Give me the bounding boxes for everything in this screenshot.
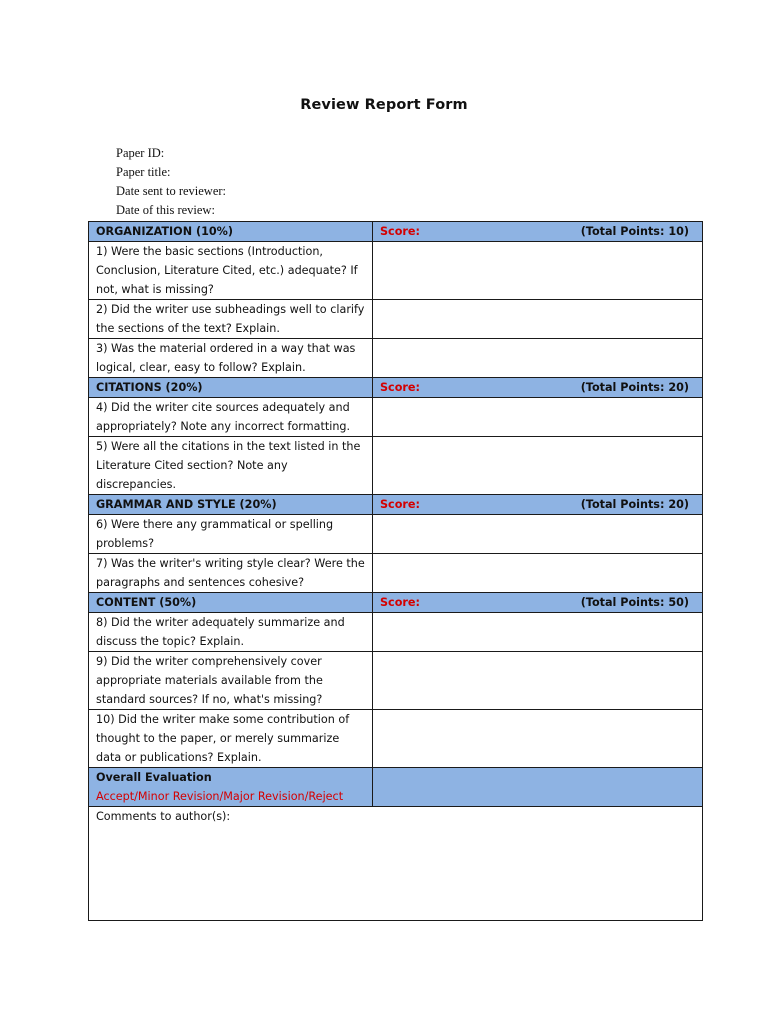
- question-row: [89, 710, 703, 768]
- question-text: 2) Did the writer use subheadings well to clarify the sections of the text? Explain.: [89, 300, 373, 339]
- question-row: [89, 554, 703, 593]
- overall-evaluation-row: [89, 768, 703, 807]
- section-header-organization: [89, 222, 703, 242]
- answer-cell[interactable]: [373, 398, 703, 437]
- question-row: [89, 437, 703, 495]
- overall-evaluation-answer[interactable]: [373, 768, 703, 807]
- overall-evaluation-options: Accept/Minor Revision/Major Revision/Reject: [96, 790, 344, 803]
- question-row: [89, 300, 703, 339]
- total-points: (Total Points: 10): [580, 225, 689, 238]
- question-text: 3) Was the material ordered in a way that was logical, clear, easy to follow? Explain.: [89, 339, 373, 378]
- answer-cell[interactable]: [373, 652, 703, 710]
- section-label: CITATIONS (20%): [89, 378, 373, 398]
- comments-cell[interactable]: [89, 807, 703, 921]
- overall-evaluation-cell: [89, 768, 373, 807]
- question-text: 8) Did the writer adequately summarize and discuss the topic? Explain.: [89, 613, 373, 652]
- answer-cell[interactable]: [373, 437, 703, 495]
- question-row: [89, 652, 703, 710]
- score-label: Score:: [380, 498, 420, 511]
- paper-id-label: Paper ID:: [116, 146, 165, 160]
- question-text: 10) Did the writer make some contribution of thought to the paper, or merely summarize data or publications? Explain.: [89, 710, 373, 768]
- total-points: (Total Points: 50): [580, 596, 689, 609]
- question-row: [89, 515, 703, 554]
- paper-title-label: Paper title:: [116, 165, 171, 179]
- section-header-content: [89, 593, 703, 613]
- score-label: Score:: [380, 225, 420, 238]
- question-text: 5) Were all the citations in the text listed in the Literature Cited section? Note any discrepancies.: [89, 437, 373, 495]
- page-title: Review Report Form: [300, 97, 468, 113]
- score-cell[interactable]: [373, 495, 703, 515]
- answer-cell[interactable]: [373, 300, 703, 339]
- total-points: (Total Points: 20): [580, 381, 689, 394]
- review-table: [88, 221, 703, 921]
- question-text: 1) Were the basic sections (Introduction, Conclusion, Literature Cited, etc.) adequate? If not, what is missing?: [89, 242, 373, 300]
- comments-label: Comments to author(s):: [96, 810, 231, 823]
- section-label: GRAMMAR AND STYLE (20%): [89, 495, 373, 515]
- score-cell[interactable]: [373, 593, 703, 613]
- question-row: [89, 613, 703, 652]
- total-points: (Total Points: 20): [580, 498, 689, 511]
- answer-cell[interactable]: [373, 554, 703, 593]
- question-text: 7) Was the writer's writing style clear? Were the paragraphs and sentences cohesive?: [89, 554, 373, 593]
- answer-cell[interactable]: [373, 242, 703, 300]
- section-label: CONTENT (50%): [89, 593, 373, 613]
- date-sent-label: Date sent to reviewer:: [116, 184, 227, 198]
- score-cell[interactable]: [373, 378, 703, 398]
- score-label: Score:: [380, 381, 420, 394]
- answer-cell[interactable]: [373, 613, 703, 652]
- answer-cell[interactable]: [373, 339, 703, 378]
- question-row: [89, 398, 703, 437]
- answer-cell[interactable]: [373, 710, 703, 768]
- overall-evaluation-title: Overall Evaluation: [96, 771, 212, 784]
- section-header-citations: [89, 378, 703, 398]
- score-label: Score:: [380, 596, 420, 609]
- question-text: 4) Did the writer cite sources adequately and appropriately? Note any incorrect formatting.: [89, 398, 373, 437]
- question-row: [89, 242, 703, 300]
- date-review-label: Date of this review:: [116, 203, 215, 217]
- score-cell[interactable]: [373, 222, 703, 242]
- comments-row: [89, 807, 703, 921]
- section-header-grammar: [89, 495, 703, 515]
- answer-cell[interactable]: [373, 515, 703, 554]
- question-text: 6) Were there any grammatical or spelling problems?: [89, 515, 373, 554]
- paper-meta: [116, 144, 226, 220]
- section-label: ORGANIZATION (10%): [89, 222, 373, 242]
- question-text: 9) Did the writer comprehensively cover appropriate materials available from the standard sources? If no, what's missing?: [89, 652, 373, 710]
- question-row: [89, 339, 703, 378]
